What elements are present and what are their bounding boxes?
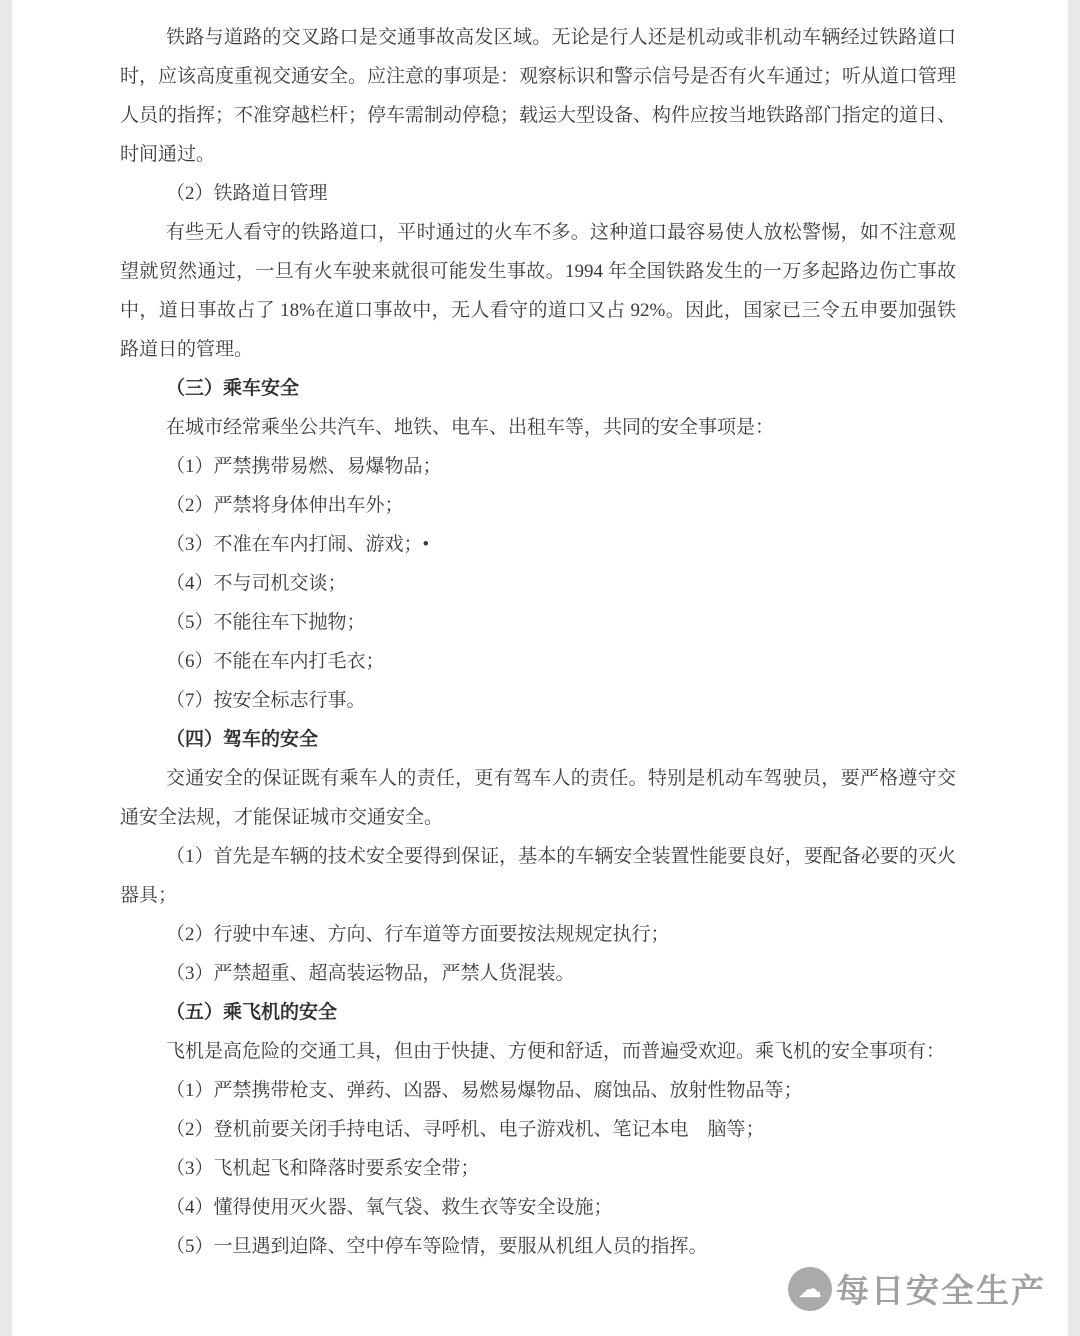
list-item: （3）飞机起飞和降落时要系安全带； [166, 1158, 480, 1179]
list-item: （3）不准在车内打闹、游戏；• [166, 534, 430, 555]
list-item: （6）不能在车内打毛衣； [166, 651, 385, 672]
section-heading: （三）乘车安全 [166, 378, 300, 399]
section-heading: （五）乘飞机的安全 [166, 1002, 338, 1023]
list-item: （2）行驶中车速、方向、行车道等方面要按法规规定执行； [166, 924, 670, 945]
list-item: （3）严禁超重、超高装运物品，严禁人货混装。 [166, 963, 575, 984]
paragraph: 飞机是高危险的交通工具，但由于快捷、方便和舒适，而普遍受欢迎。乘飞机的安全事项有： [166, 1041, 946, 1062]
section-heading: （四）驾车的安全 [166, 729, 319, 750]
list-item: （4）不与司机交谈； [166, 573, 347, 594]
list-item: （2）严禁将身体伸出车外； [166, 495, 404, 516]
watermark-logo-icon: ☁ [788, 1267, 832, 1311]
list-item: （1）严禁携带易燃、易爆物品； [166, 456, 442, 477]
list-item: （7）按安全标志行事。 [166, 690, 366, 711]
list-item: （2）登机前要关闭手持电话、寻呼机、电子游戏机、笔记本电 脑等； [166, 1119, 765, 1140]
list-item: （5）不能往车下抛物； [166, 612, 366, 633]
sub-heading: （2）铁路道日管理 [166, 183, 328, 204]
paragraph: 交通安全的保证既有乘车人的责任，更有驾车人的责任。特别是机动车驾驶员，要严格遵守交通安全法规，才能保证城市交通安全。 [120, 768, 956, 828]
paragraph: 有些无人看守的铁路道口，平时通过的火车不多。这种道口最容易使人放松警惕，如不注意观望就贸然通过，一旦有火车驶来就很可能发生事故。1994 年全国铁路发生的一万多起路边伤亡事故中，道日事故占了 18%在道口事故中，无人看守的道口又占 92%。因此，国家已三令五申要加强铁路道日的管理。 [120, 222, 956, 360]
list-item: （4）懂得使用灭火器、氧气袋、救生衣等安全设施； [166, 1197, 613, 1218]
watermark [788, 1265, 1046, 1312]
document-page [12, 0, 1068, 1336]
list-item: （1）严禁携带枪支、弹药、凶器、易燃易爆物品、腐蚀品、放射性物品等； [166, 1080, 803, 1101]
paragraph: 铁路与道路的交叉路口是交通事故高发区域。无论是行人还是机动或非机动车辆经过铁路道口时，应该高度重视交通安全。应注意的事项是：观察标识和警示信号是否有火车通过；听从道口管理人员的指挥；不准穿越栏杆；停车需制动停稳；载运大型设备、构件应按当地铁路部门指定的道日、时间通过。 [120, 27, 957, 165]
paragraph: （1）首先是车辆的技术安全要得到保证，基本的车辆安全装置性能要良好，要配备必要的灭火器具； [120, 846, 956, 906]
list-item: （5）一旦遇到迫降、空中停车等险情，要服从机组人员的指挥。 [166, 1236, 708, 1257]
paragraph: 在城市经常乘坐公共汽车、地铁、电车、出租车等，共同的安全事项是： [166, 417, 775, 438]
watermark-label: 每日安全生产 [836, 1272, 1046, 1309]
